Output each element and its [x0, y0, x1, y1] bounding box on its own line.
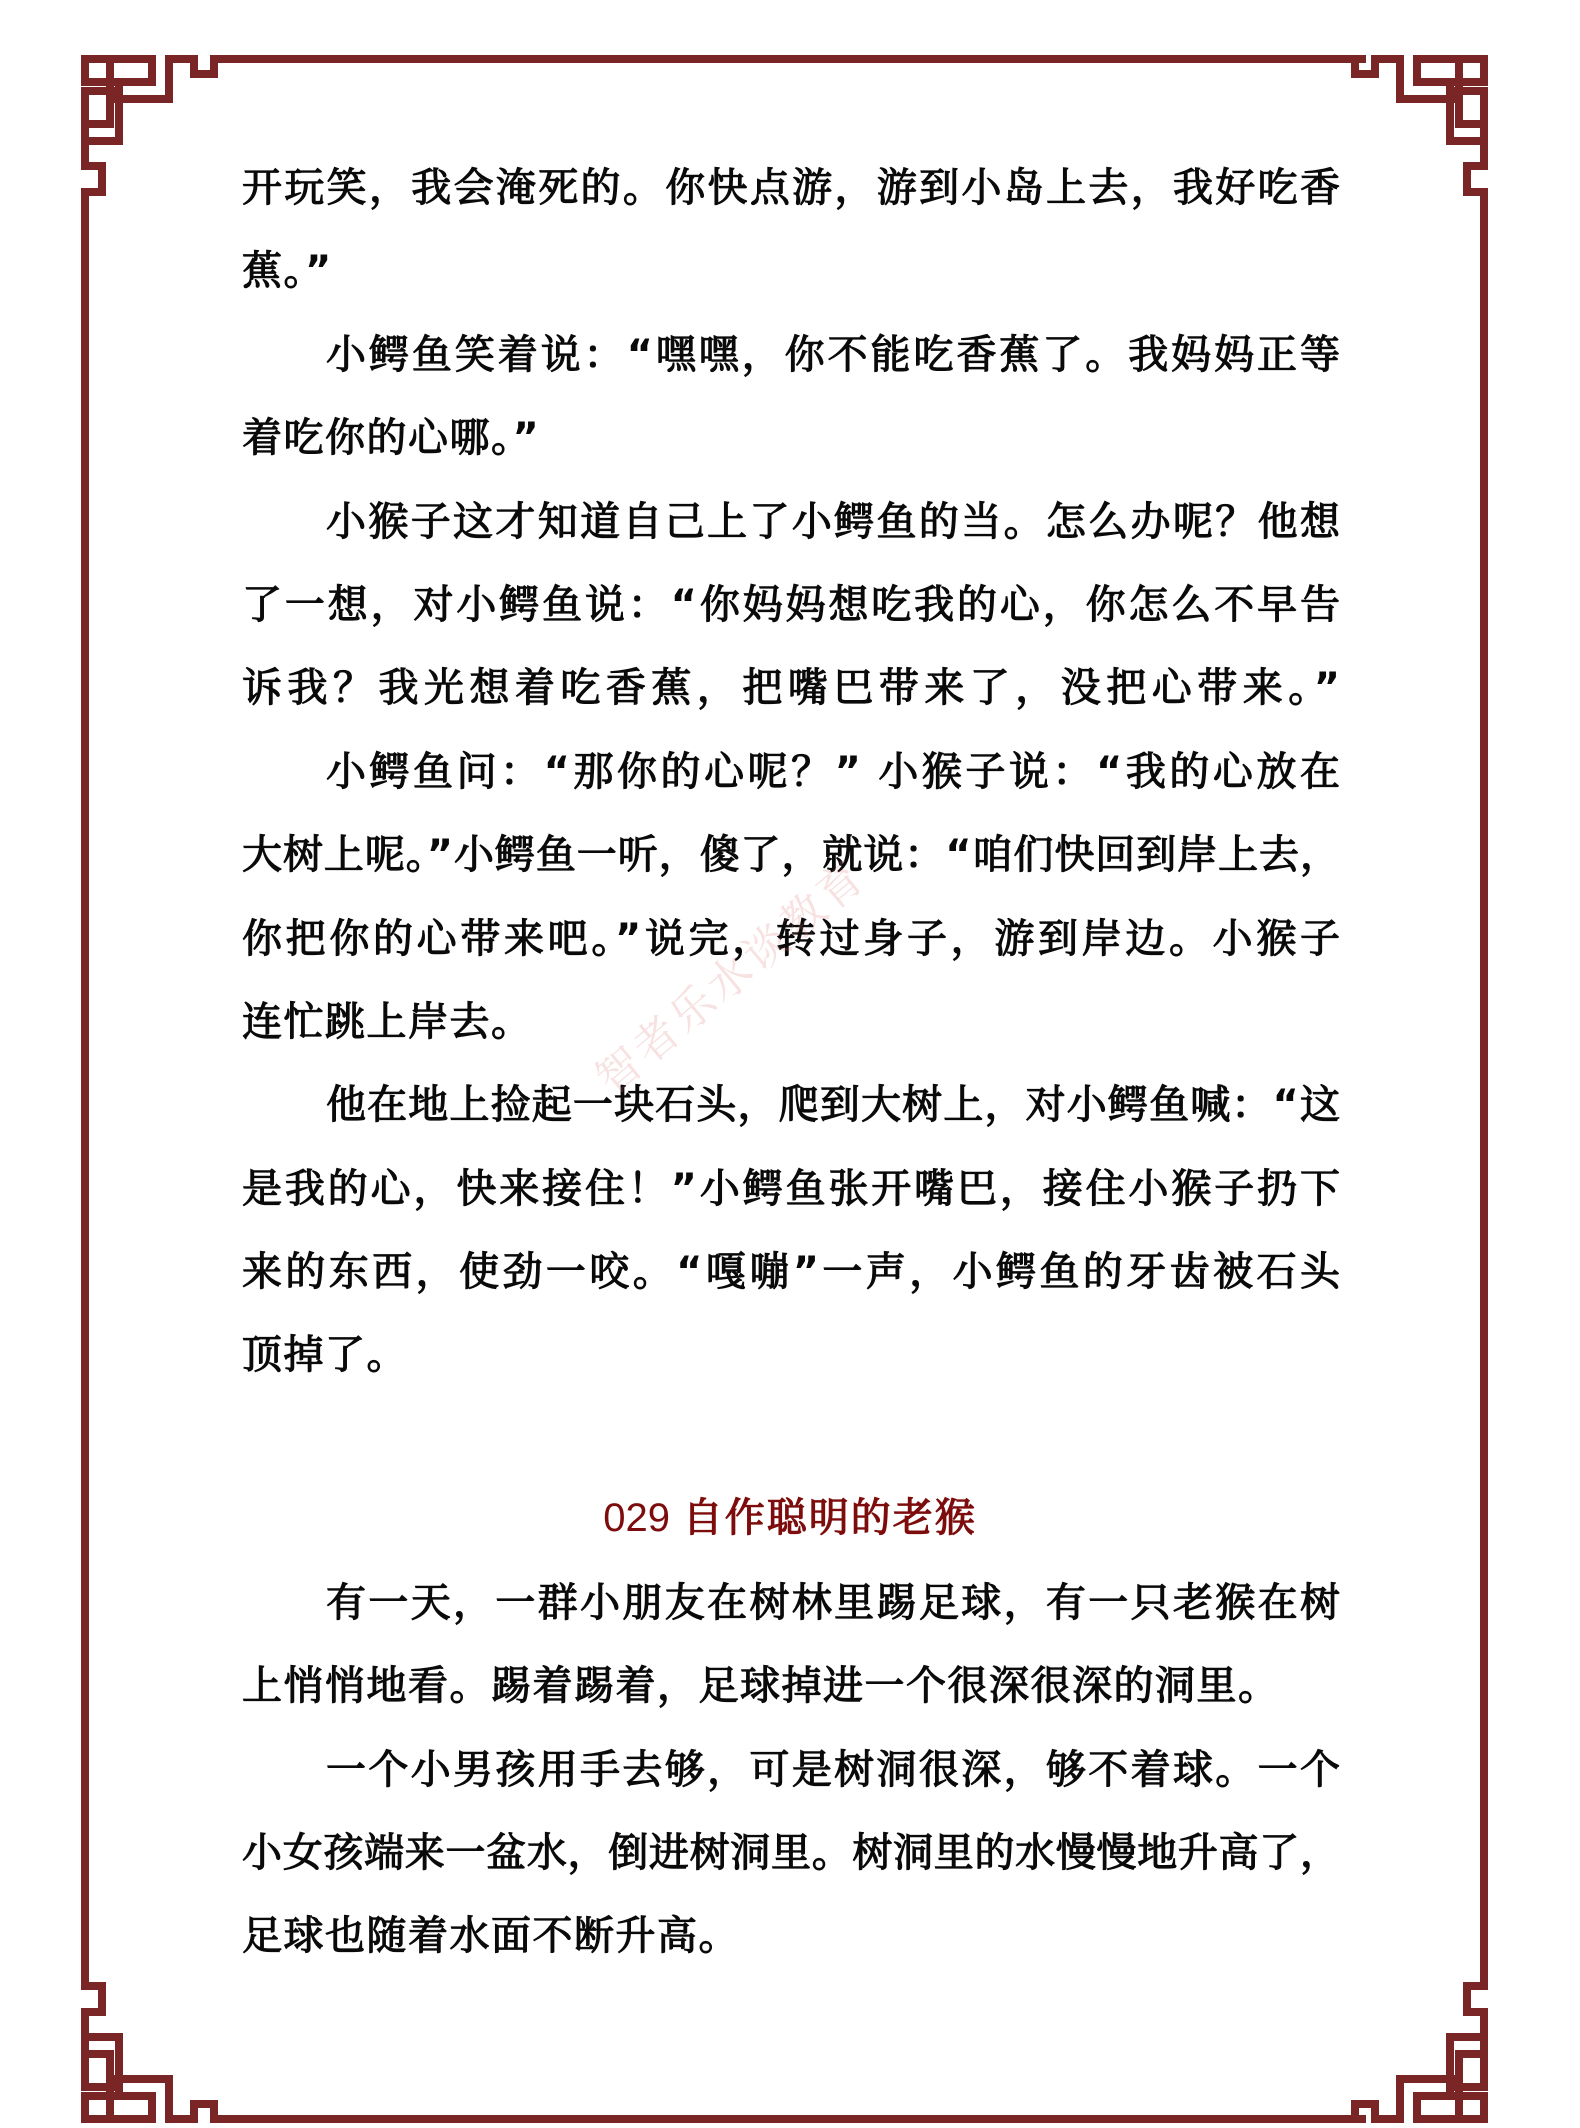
paragraph-line: 你把你的心带来吧。”说完，转过身子，游到岸边。小猴子 — [242, 916, 1340, 962]
paragraph-line: 小女孩端来一盆水，倒进树洞里。树洞里的水慢慢地升高了， — [242, 1830, 1340, 1876]
watermark: 智者乐水谈教育 — [586, 849, 877, 1105]
story-title — [0, 1490, 1580, 1546]
story-number: 029 — [603, 1496, 671, 1540]
paragraph-line: 小猴子这才知道自己上了小鳄鱼的当。怎么办呢？他想 — [326, 499, 1340, 545]
paragraph-line: 有一天，一群小朋友在树林里踢足球，有一只老猴在树 — [326, 1580, 1340, 1626]
paragraph-line: 小鳄鱼问：“那你的心呢？” 小猴子说：“我的心放在 — [326, 749, 1340, 795]
paragraph-line: 了一想，对小鳄鱼说：“你妈妈想吃我的心，你怎么不早告 — [242, 582, 1340, 628]
paragraph-line: 上悄悄地看。踢着踢着，足球掉进一个很深很深的洞里。 — [242, 1663, 1280, 1709]
paragraph-line: 来的东西，使劲一咬。“嘎嘣”一声，小鳄鱼的牙齿被石头 — [242, 1249, 1340, 1295]
paragraph-line: 连忙跳上岸去。 — [242, 999, 533, 1045]
paragraph-line: 蕉。” — [242, 248, 333, 294]
paragraph-line: 他在地上捡起一块石头，爬到大树上，对小鳄鱼喊：“这 — [326, 1082, 1340, 1128]
paragraph-line: 大树上呢。”小鳄鱼一听，傻了，就说：“咱们快回到岸上去， — [242, 832, 1340, 878]
paragraph-line: 一个小男孩用手去够，可是树洞很深，够不着球。一个 — [326, 1747, 1340, 1793]
paragraph-line: 足球也随着水面不断升高。 — [242, 1913, 740, 1959]
paragraph-line: 诉我？我光想着吃香蕉，把嘴巴带来了，没把心带来。” — [242, 665, 1340, 711]
paragraph-line: 小鳄鱼笑着说：“嘿嘿，你不能吃香蕉了。我妈妈正等 — [326, 332, 1340, 378]
paragraph-line: 开玩笑，我会淹死的。你快点游，游到小岛上去，我好吃香 — [242, 165, 1340, 211]
story-name: 自作聪明的老猴 — [682, 1495, 977, 1541]
paragraph-line: 是我的心，快来接住！”小鳄鱼张开嘴巴，接住小猴子扔下 — [242, 1166, 1340, 1212]
paragraph-line: 着吃你的心哪。” — [242, 415, 541, 461]
paragraph-line: 顶掉了。 — [242, 1332, 408, 1378]
